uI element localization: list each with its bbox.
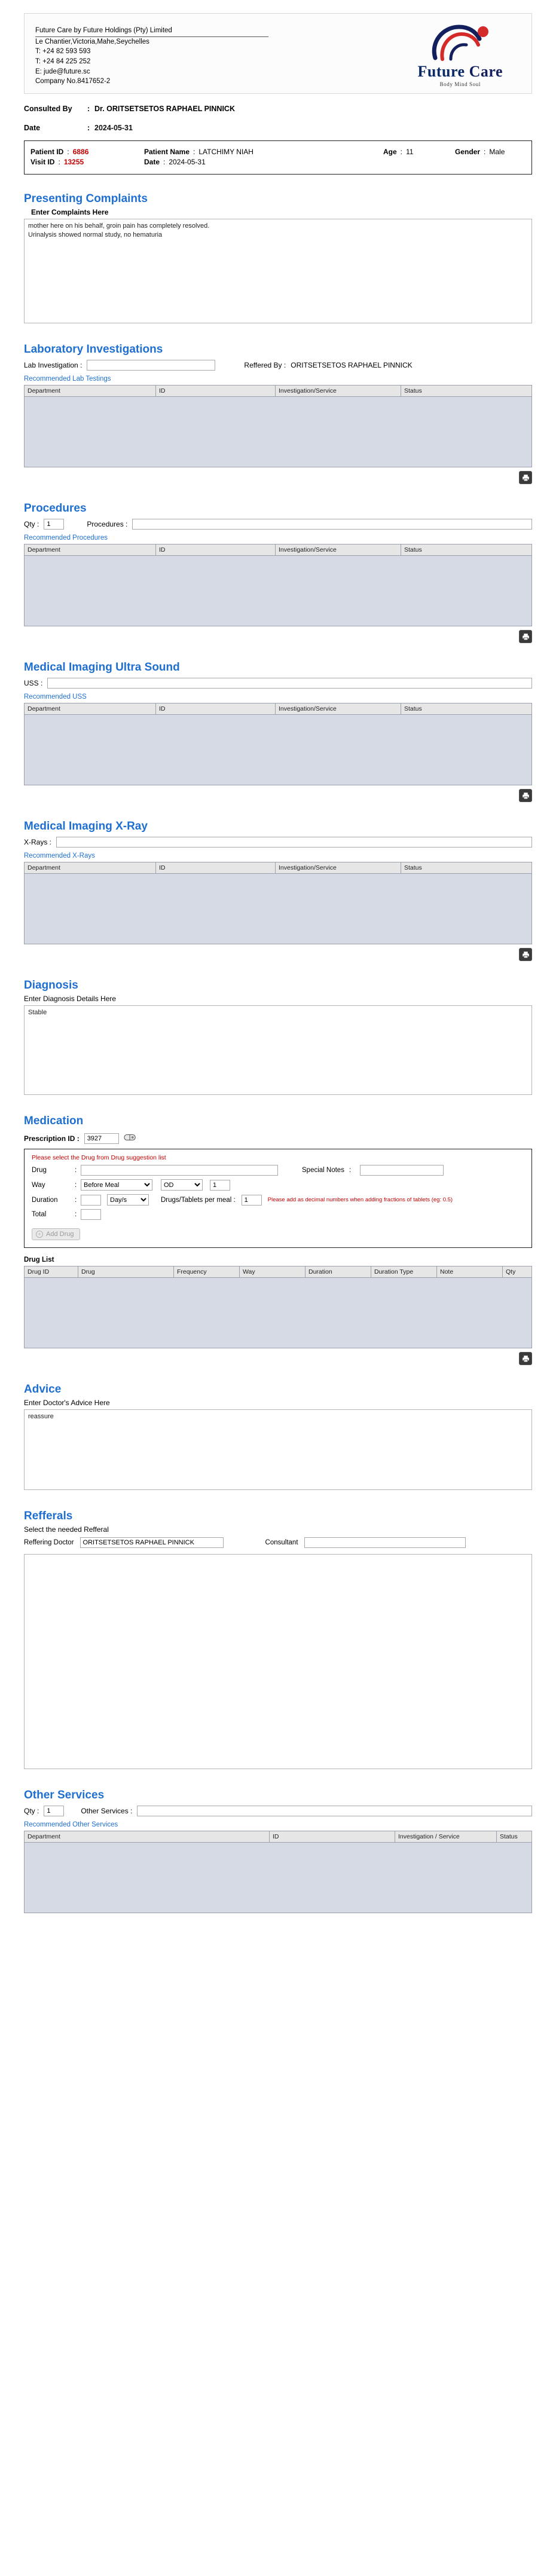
table-header-row xyxy=(25,544,532,556)
patient-gender-label: Gender xyxy=(455,148,481,156)
procedures-qty-input[interactable] xyxy=(44,519,64,530)
lab-investigation-row xyxy=(24,360,532,371)
other-services-qty-label: Qty : xyxy=(24,1807,39,1815)
drug-list-table xyxy=(24,1266,532,1348)
section-heading-other-services: Other Services xyxy=(24,1789,105,1801)
drugs-per-meal-label: Drugs/Tablets per meal : xyxy=(161,1196,236,1204)
patient-info-row-1: Patient ID : 6886 Patient Name : LATCHIMY NIAH Age : 11 Gender : Male xyxy=(30,148,505,156)
consult-date-value: 2024-05-31 xyxy=(94,124,133,132)
referring-doctor-input[interactable] xyxy=(80,1537,224,1548)
procedures-col-department: Department xyxy=(25,544,156,556)
patient-age-value: 11 xyxy=(406,148,414,156)
lab-referred-by-value: ORITSETSETOS RAPHAEL PINNICK xyxy=(291,361,413,369)
consulted-by-value: Dr. ORITSETSETOS RAPHAEL PINNICK xyxy=(94,105,235,113)
clinic-tel-2: T: +24 84 225 252 xyxy=(35,58,91,66)
xray-recommended-label: Recommended X-Rays xyxy=(24,852,95,859)
xray-col-department: Department xyxy=(25,862,156,874)
other-services-input[interactable] xyxy=(137,1806,532,1816)
logo-title xyxy=(418,64,503,79)
add-drug-button-label: Add Drug xyxy=(46,1231,74,1238)
referral-doctor-row xyxy=(24,1537,532,1548)
patient-id-label: Patient ID xyxy=(30,148,64,156)
patient-info-panel xyxy=(24,140,532,175)
total-input[interactable] xyxy=(81,1209,101,1220)
consulted-by-label: Consulted By xyxy=(24,105,72,113)
visit-date-label: Date xyxy=(144,158,160,166)
clinic-email: E: jude@future.sc xyxy=(35,68,90,75)
section-heading-diagnosis: Diagnosis xyxy=(24,979,78,992)
way-select[interactable] xyxy=(81,1179,152,1191)
consultant-label: Consultant xyxy=(265,1539,298,1546)
lab-results-table xyxy=(24,385,532,467)
section-heading-uss: Medical Imaging Ultra Sound xyxy=(24,661,180,674)
drug-col-note: Note xyxy=(437,1266,503,1278)
add-drug-button[interactable] xyxy=(32,1228,80,1240)
drug-list-grid-wrap xyxy=(24,1266,532,1365)
lab-grid-wrap xyxy=(24,385,532,484)
lab-print-icon[interactable] xyxy=(519,471,532,484)
other-services-qty-input[interactable] xyxy=(44,1806,64,1816)
lab-col-status: Status xyxy=(401,386,532,397)
clinic-company-no: Company No.8417652-2 xyxy=(35,78,111,85)
consult-date-row: Date : 2024-05-31 xyxy=(24,124,133,132)
frequency-count-input[interactable] xyxy=(210,1180,230,1191)
table-row xyxy=(25,556,532,626)
section-heading-procedures: Procedures xyxy=(24,502,87,515)
procedures-col-service: Investigation/Service xyxy=(276,544,401,556)
decimal-note-text: Please add as decimal numbers when adding fractions of tablets (eg: 0.5) xyxy=(267,1197,453,1203)
clinic-tel-1: T: +24 82 593 593 xyxy=(35,48,91,56)
drug-input[interactable] xyxy=(81,1165,278,1176)
section-heading-referrals: Refferals xyxy=(24,1510,73,1522)
procedures-grid-wrap xyxy=(24,544,532,643)
section-heading-advice: Advice xyxy=(24,1383,62,1396)
table-row xyxy=(25,874,532,944)
procedures-col-id: ID xyxy=(156,544,276,556)
prescription-id-row xyxy=(24,1133,532,1144)
lab-investigation-input[interactable] xyxy=(87,360,215,371)
uss-input-row xyxy=(24,678,532,689)
lab-col-department: Department xyxy=(25,386,156,397)
uss-col-id: ID xyxy=(156,703,276,715)
table-header-row xyxy=(25,703,532,715)
table-row xyxy=(25,397,532,467)
medication-entry-panel xyxy=(24,1149,532,1248)
total-row: Total : xyxy=(32,1209,524,1220)
lab-recommended-label: Recommended Lab Testings xyxy=(24,375,111,383)
drug-col-frequency: Frequency xyxy=(174,1266,240,1278)
pill-icon xyxy=(124,1133,137,1144)
procedures-print-icon[interactable] xyxy=(519,630,532,643)
uss-col-service: Investigation/Service xyxy=(276,703,401,715)
other-services-input-row xyxy=(24,1806,532,1816)
uss-label: USS : xyxy=(24,679,43,687)
table-row xyxy=(25,1278,532,1348)
drug-list-label: Drug List xyxy=(24,1256,54,1263)
duration-unit-select[interactable] xyxy=(107,1194,149,1206)
consulted-by-row: Consulted By : Dr. ORITSETSETOS RAPHAEL PINNICK xyxy=(24,105,235,113)
xray-table xyxy=(24,862,532,944)
plus-icon: + xyxy=(36,1231,43,1238)
consult-date-label: Date xyxy=(24,124,41,132)
way-label: Way xyxy=(32,1181,45,1189)
drug-col-duration-type: Duration Type xyxy=(371,1266,437,1278)
section-heading-medication: Medication xyxy=(24,1115,84,1127)
xray-input[interactable] xyxy=(56,837,532,848)
clinic-logo xyxy=(418,22,521,87)
medication-warning-text: Please select the Drug from Drug suggestion list xyxy=(32,1154,166,1161)
special-notes-input[interactable] xyxy=(360,1165,444,1176)
consultation-form-page xyxy=(0,13,556,1937)
drugs-per-meal-input[interactable] xyxy=(242,1195,262,1206)
prescription-id-label: Prescription ID : xyxy=(24,1134,80,1143)
way-row: Way : Before Meal OD 1 xyxy=(32,1179,524,1191)
drug-col-qty: Qty xyxy=(503,1266,532,1278)
uss-grid-wrap xyxy=(24,703,532,802)
complaints-sub-label: Enter Complaints Here xyxy=(31,208,109,216)
other-col-service: Investigation / Service xyxy=(395,1831,497,1843)
xray-input-row xyxy=(24,837,532,848)
clinic-address: Le Chantier,Victoria,Mahe,Seychelles xyxy=(35,38,149,45)
table-header-row xyxy=(25,1831,532,1843)
advice-textarea[interactable] xyxy=(24,1409,532,1490)
other-col-department: Department xyxy=(25,1831,270,1843)
other-services-label: Other Services : xyxy=(81,1807,133,1815)
xray-col-id: ID xyxy=(156,862,276,874)
xray-print-icon[interactable] xyxy=(519,948,532,961)
patient-age-label: Age xyxy=(383,148,397,156)
other-services-grid-wrap xyxy=(24,1831,532,1913)
duration-row: Duration : Day/s Drugs/Tablets per meal : 1 Please add as decimal numbers when adding fractions of tablets (eg: 0.5) xyxy=(32,1194,524,1206)
logo-mark-icon xyxy=(424,22,496,64)
uss-print-icon[interactable] xyxy=(519,789,532,802)
drug-col-way: Way xyxy=(240,1266,306,1278)
logo-tagline: Body Mind Soul xyxy=(439,81,481,87)
frequency-select[interactable] xyxy=(161,1179,203,1191)
section-heading-complaints: Presenting Complaints xyxy=(24,192,148,205)
uss-col-department: Department xyxy=(25,703,156,715)
lab-referred-by-label: Reffered By : xyxy=(244,361,286,369)
other-col-id: ID xyxy=(270,1831,395,1843)
visit-date-value: 2024-05-31 xyxy=(169,158,206,166)
clinic-header xyxy=(24,13,532,94)
lab-investigation-label: Lab Investigation : xyxy=(24,361,83,369)
patient-gender-value: Male xyxy=(489,148,505,156)
other-services-recommended-label: Recommended Other Services xyxy=(24,1821,118,1828)
section-heading-xray: Medical Imaging X-Ray xyxy=(24,820,148,833)
uss-col-status: Status xyxy=(401,703,532,715)
procedures-input-row xyxy=(24,519,532,530)
total-label: Total xyxy=(32,1211,47,1218)
table-row xyxy=(25,1843,532,1913)
prescription-id-input[interactable] xyxy=(84,1133,119,1144)
uss-table xyxy=(24,703,532,785)
complaints-textarea[interactable] xyxy=(24,219,532,323)
patient-name-value: LATCHIMY NIAH xyxy=(198,148,253,156)
clinic-name: Future Care by Future Holdings (Pty) Limited xyxy=(35,26,268,37)
other-services-table xyxy=(24,1831,532,1913)
visit-id-value: 13255 xyxy=(63,158,84,166)
procedures-recommended-label: Recommended Procedures xyxy=(24,534,108,541)
drug-col-duration: Duration xyxy=(306,1266,371,1278)
drug-col-id: Drug ID xyxy=(25,1266,78,1278)
duration-value-input[interactable] xyxy=(81,1195,101,1206)
procedures-col-status: Status xyxy=(401,544,532,556)
duration-label: Duration xyxy=(32,1196,58,1204)
procedures-input[interactable] xyxy=(132,519,532,530)
visit-id-label: Visit ID xyxy=(30,158,55,166)
table-row xyxy=(25,715,532,785)
xray-grid-wrap xyxy=(24,862,532,961)
logo-title-care: Care xyxy=(469,63,503,80)
diagnosis-sub-label: Enter Diagnosis Details Here xyxy=(24,995,117,1003)
referrals-sub-label: Select the needed Refferal xyxy=(24,1525,109,1534)
lab-col-id: ID xyxy=(156,386,276,397)
procedures-table xyxy=(24,544,532,626)
section-heading-laboratory: Laboratory Investigations xyxy=(24,343,163,356)
referral-notes-textarea[interactable] xyxy=(24,1554,532,1769)
clinic-details xyxy=(35,22,268,87)
drug-row: Drug : Special Notes : xyxy=(32,1165,524,1176)
other-col-status: Status xyxy=(497,1831,532,1843)
drug-list-print-icon[interactable] xyxy=(519,1352,532,1365)
table-header-row xyxy=(25,862,532,874)
drug-col-drug: Drug xyxy=(78,1266,174,1278)
xray-col-service: Investigation/Service xyxy=(276,862,401,874)
table-header-row xyxy=(25,1266,532,1278)
table-header-row xyxy=(25,386,532,397)
referring-doctor-label: Reffering Doctor xyxy=(24,1539,74,1546)
drug-label: Drug xyxy=(32,1167,47,1174)
procedures-label: Procedures : xyxy=(87,520,128,528)
xray-label: X-Rays : xyxy=(24,838,52,846)
patient-info-row-2: Visit ID : 13255 Date : 2024-05-31 xyxy=(30,158,206,166)
xray-col-status: Status xyxy=(401,862,532,874)
uss-input[interactable] xyxy=(47,678,532,689)
uss-recommended-label: Recommended USS xyxy=(24,693,87,700)
patient-name-label: Patient Name xyxy=(144,148,190,156)
advice-sub-label: Enter Doctor's Advice Here xyxy=(24,1399,110,1407)
special-notes-label: Special Notes xyxy=(302,1167,344,1174)
consultant-input[interactable] xyxy=(304,1537,466,1548)
logo-title-future: Future xyxy=(417,63,465,80)
procedures-qty-label: Qty : xyxy=(24,520,39,528)
lab-col-service: Investigation/Service xyxy=(276,386,401,397)
diagnosis-textarea[interactable] xyxy=(24,1005,532,1095)
patient-id-value: 6886 xyxy=(72,148,89,156)
